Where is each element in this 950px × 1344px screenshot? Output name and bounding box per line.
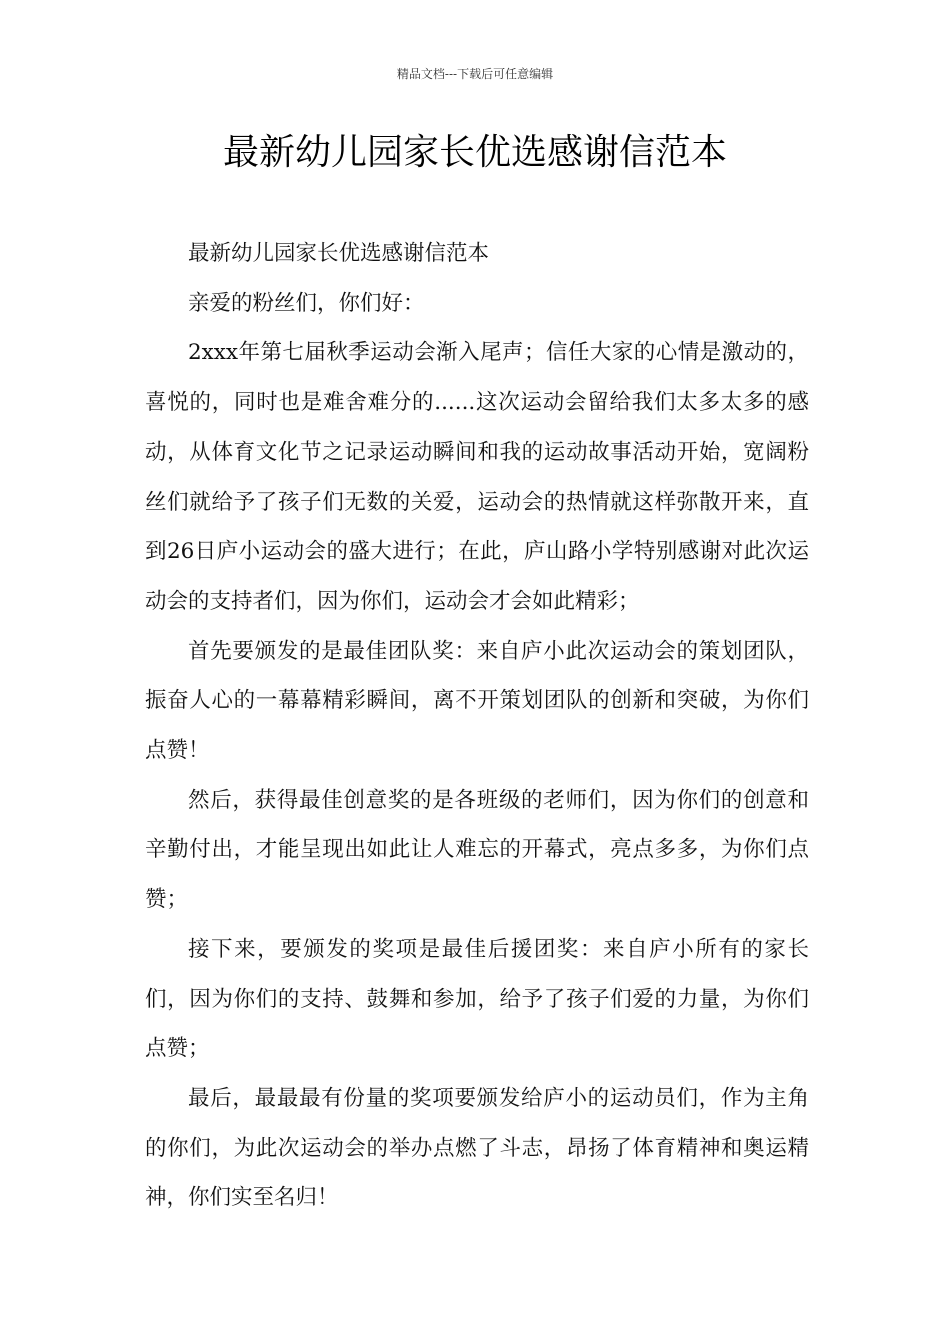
paragraph-greeting: 亲爱的粉丝们，你们好： [188,290,425,316]
paragraph-athletes-award: 最后，最最最有份量的奖项要颁发给庐小的运动员们，作为主角的你们，为此次运动会的举办点燃了斗志，昂扬了体育精神和奥运精神，你们实至名归！ [145,1085,809,1211]
document-body [145,229,809,1223]
paragraph-intro: 2xxx年第七届秋季运动会渐入尾声；信任大家的心情是激动的，喜悦的，同时也是难舍难分的......这次运动会留给我们太多太多的感动，从体育文化节之记录运动瞬间和我的运动故事活动开始，宽阔粉丝们就给予了孩子们无数的关爱，运动会的热情就这样弥散开来，直到26日庐小运动会的盛大进行；在此，庐山路小学特别感谢对此次运动会的支持者们，因为你们，运动会才会如此精彩； [145,340,809,614]
page-header-note: 精品文档---下载后可任意编辑 [396,67,554,81]
paragraph-creative-award: 然后，获得最佳创意奖的是各班级的老师们，因为你们的创意和辛勤付出，才能呈现出如此让人难忘的开幕式，亮点多多，为你们点赞； [145,787,809,913]
document-title: 最新幼儿园家长优选感谢信范本 [222,132,727,173]
paragraph-team-award: 首先要颁发的是最佳团队奖：来自庐小此次运动会的策划团队，振奋人心的一幕幕精彩瞬间，离不开策划团队的创新和突破，为你们点赞！ [145,638,809,764]
paragraph-support-award: 接下来，要颁发的奖项是最佳后援团奖：来自庐小所有的家长们，因为你们的支持、鼓舞和参加，给予了孩子们爱的力量，为你们点赞； [145,936,809,1062]
paragraph-subtitle: 最新幼儿园家长优选感谢信范本 [188,241,490,266]
